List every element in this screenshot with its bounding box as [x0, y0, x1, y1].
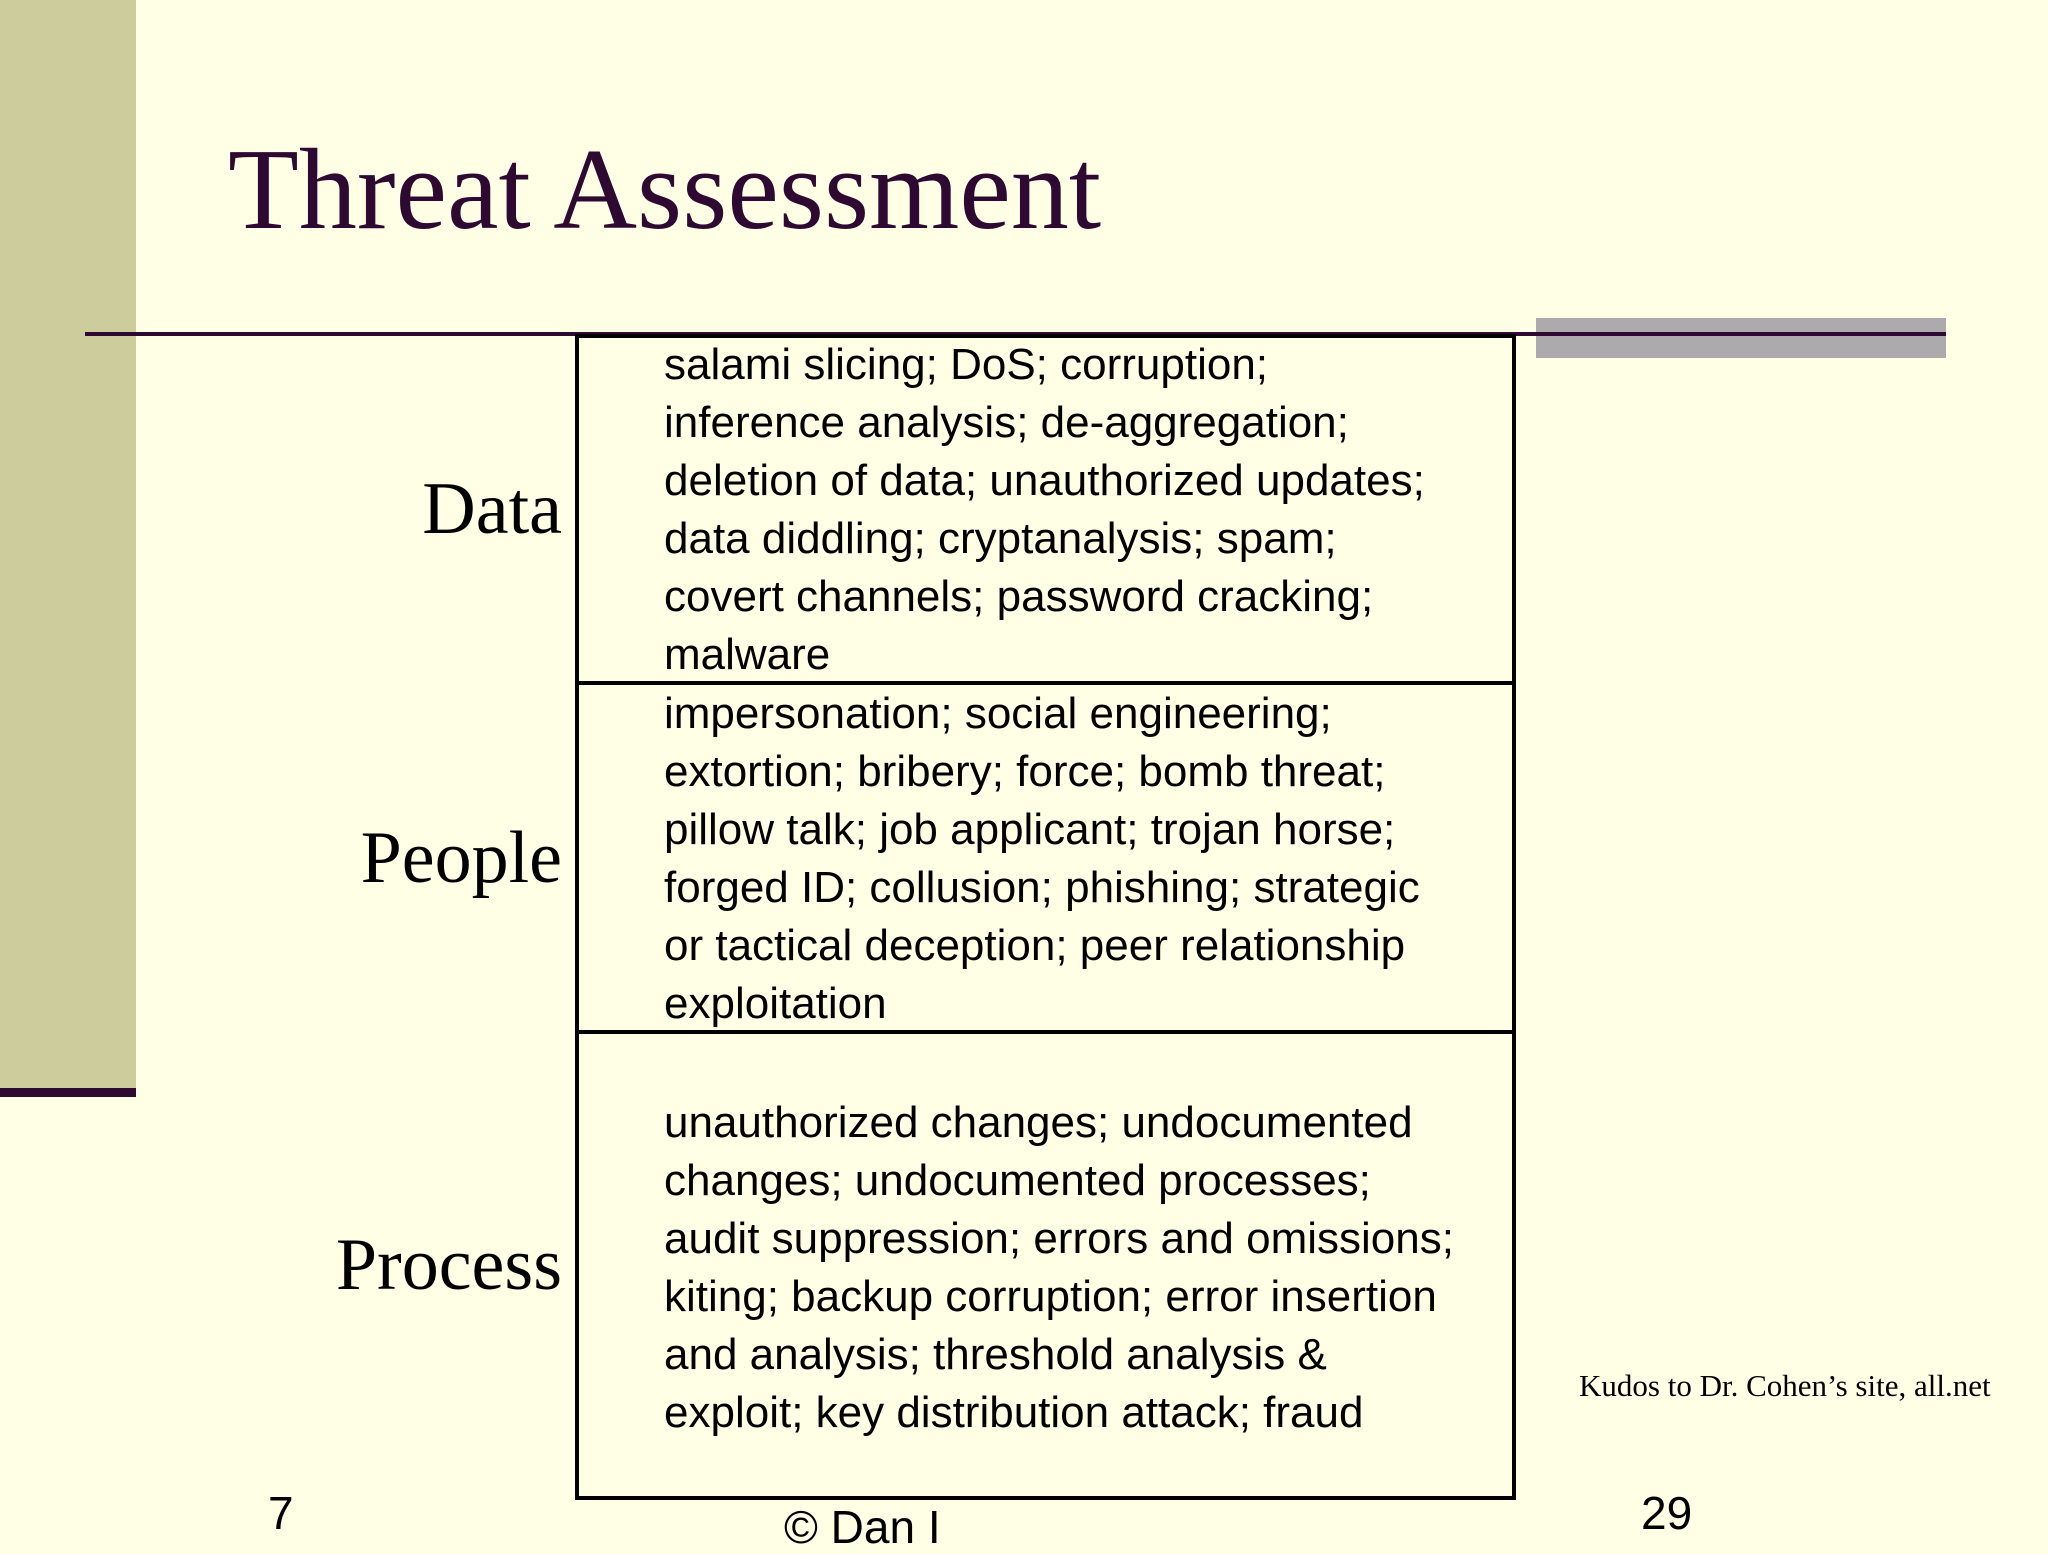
threat-line: malware — [664, 630, 831, 679]
threat-line: unauthorized changes; undocumented — [664, 1098, 1413, 1147]
title-rule-accent-line — [1536, 332, 1946, 336]
threat-line: audit suppression; errors and omissions; — [664, 1214, 1454, 1263]
threat-line: data diddling; cryptanalysis; spam; — [664, 514, 1337, 563]
threat-line: changes; undocumented processes; — [664, 1156, 1371, 1205]
threat-line: deletion of data; unauthorized updates; — [664, 456, 1425, 505]
threat-line: salami slicing; DoS; corruption; — [664, 340, 1269, 389]
threat-line: or tactical deception; peer relationship — [664, 921, 1406, 970]
footer-date-fragment: 7 — [268, 1487, 294, 1539]
threat-cell-people — [664, 685, 1524, 1033]
side-band-base — [0, 1088, 136, 1097]
threat-cell-data — [664, 336, 1524, 684]
threat-line: impersonation; social engineering; — [664, 689, 1332, 738]
threat-line: and analysis; threshold analysis & — [664, 1330, 1327, 1379]
row-label-process: Process — [335, 1224, 562, 1306]
footer-copyright: © Dan I — [784, 1501, 941, 1553]
threat-line: pillow talk; job applicant; trojan horse; — [664, 805, 1396, 854]
slide-number: 29 — [1641, 1487, 1693, 1539]
threat-cell-process — [664, 1094, 1524, 1442]
threat-line: forged ID; collusion; phishing; strategic — [664, 863, 1420, 912]
threat-line: inference analysis; de-aggregation; — [664, 398, 1349, 447]
row-label-people: People — [360, 817, 562, 899]
threat-line: exploitation — [664, 979, 887, 1028]
threat-line: exploit; key distribution attack; fraud — [664, 1388, 1364, 1437]
title-rule-accent — [1536, 318, 1946, 358]
threat-line: kiting; backup corruption; error insertion — [664, 1272, 1437, 1321]
row-label-data: Data — [422, 468, 562, 550]
threat-line: extortion; bribery; force; bomb threat; — [664, 747, 1386, 796]
slide-title: Threat Assessment — [228, 126, 1102, 254]
side-band — [0, 0, 136, 1088]
credit-note: Kudos to Dr. Cohen’s site, all.net — [1579, 1368, 1991, 1403]
threat-line: covert channels; password cracking; — [664, 572, 1374, 621]
